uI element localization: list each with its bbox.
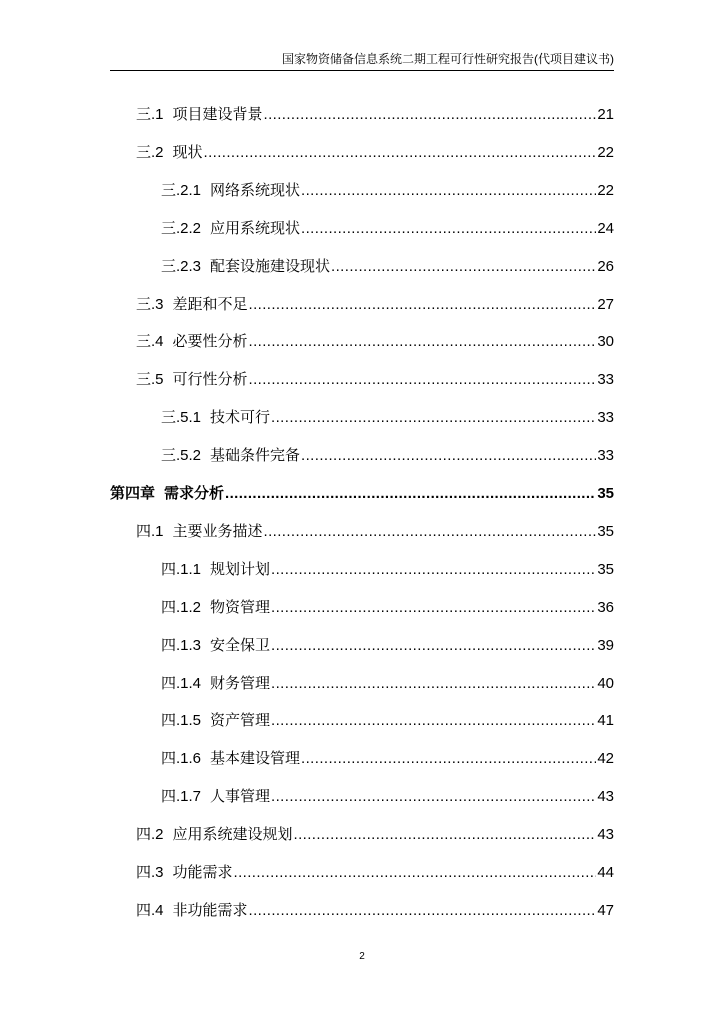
toc-entry-title: 必要性分析 — [172, 333, 248, 351]
toc-entry[interactable] — [161, 218, 614, 238]
toc-entry-page: 24 — [597, 219, 614, 237]
toc-dot-leader — [249, 333, 597, 351]
toc-dot-leader — [271, 788, 596, 806]
toc-entry-title: 主要业务描述 — [172, 522, 263, 540]
toc-entry-title: 基本建设管理 — [210, 750, 301, 768]
toc-entry-title: 应用系统现状 — [210, 219, 301, 237]
toc-entry[interactable] — [136, 294, 614, 314]
toc-entry-number: 三.5.1 — [161, 409, 202, 427]
toc-entry-page: 35 — [597, 485, 614, 502]
toc-entry-number: 三.2.1 — [161, 181, 202, 199]
toc-entry-number: 四.2 — [136, 826, 164, 844]
toc-entry-number: 三.2.2 — [161, 219, 202, 237]
toc-dot-leader — [271, 561, 596, 579]
toc-entry-title: 项目建设背景 — [172, 106, 263, 123]
toc-entry-title: 可行性分析 — [172, 371, 248, 389]
toc-entry-title: 现状 — [172, 143, 203, 161]
toc-entry[interactable] — [161, 559, 614, 579]
toc-entry[interactable] — [161, 786, 614, 806]
toc-entry-number: 四.1.6 — [161, 750, 202, 768]
toc-entry[interactable] — [136, 331, 614, 351]
toc-entry-page: 43 — [597, 788, 614, 806]
toc-entry[interactable] — [161, 407, 614, 427]
toc-entry-title: 非功能需求 — [172, 901, 248, 919]
toc-entry-page: 30 — [597, 333, 614, 351]
toc-dot-leader — [331, 258, 596, 276]
toc-entry-number: 三.4 — [136, 333, 164, 351]
toc-entry-page: 40 — [597, 674, 614, 692]
toc-dot-leader — [264, 106, 597, 124]
toc-entry[interactable] — [136, 900, 614, 920]
toc-entry-number: 三.5 — [136, 371, 164, 389]
toc-dot-leader — [204, 144, 597, 162]
toc-dot-leader — [264, 523, 597, 541]
toc-entry-title: 规划计划 — [210, 560, 271, 578]
toc-dot-leader — [234, 864, 597, 882]
toc-entry-number: 三.3 — [136, 295, 164, 313]
toc-entry-title: 资产管理 — [210, 712, 271, 730]
toc-entry-page: 27 — [597, 295, 614, 313]
toc-dot-leader — [271, 409, 596, 427]
toc-entry[interactable] — [161, 673, 614, 693]
header-title: 国家物资储备信息系统二期工程可行性研究报告(代项目建议书) — [282, 52, 614, 66]
toc-entry[interactable] — [136, 104, 614, 124]
toc-entry-title: 财务管理 — [210, 674, 271, 692]
toc-entry-number: 四.3 — [136, 864, 164, 881]
toc-entry-title: 差距和不足 — [172, 295, 248, 313]
toc-entry[interactable] — [161, 748, 614, 768]
toc-entry-page: 22 — [597, 143, 614, 161]
toc-entry-number: 四.1.2 — [161, 598, 202, 616]
toc-entry-number: 四.1.4 — [161, 674, 202, 692]
toc-entry-title: 基础条件完备 — [210, 447, 301, 465]
toc-entry[interactable] — [161, 710, 614, 730]
toc-entry-page: 36 — [597, 598, 614, 616]
toc-dot-leader — [271, 599, 596, 617]
toc-dot-leader — [249, 902, 597, 920]
toc-entry-title: 安全保卫 — [210, 636, 271, 654]
toc-dot-leader — [271, 637, 596, 655]
toc-entry-page: 47 — [597, 901, 614, 919]
toc-entry-page: 41 — [597, 712, 614, 730]
toc-entry-page: 26 — [597, 257, 614, 275]
toc-entry-number: 四.1 — [136, 522, 164, 540]
toc-entry[interactable] — [161, 597, 614, 617]
toc-entry-page: 22 — [597, 181, 614, 199]
toc-entry-page: 44 — [597, 864, 614, 881]
toc-entry-number: 四.1.7 — [161, 788, 202, 806]
toc-entry-number: 四.1.3 — [161, 636, 202, 654]
toc-entry-page: 42 — [597, 750, 614, 768]
toc-dot-leader — [301, 750, 596, 768]
toc-entry-title: 功能需求 — [172, 864, 233, 881]
toc-dot-leader — [294, 826, 597, 844]
toc-entry[interactable] — [136, 369, 614, 389]
toc-entry[interactable] — [161, 445, 614, 465]
toc-entry[interactable] — [161, 635, 614, 655]
toc-entry[interactable] — [136, 824, 614, 844]
toc-entry-page: 35 — [597, 522, 614, 540]
toc-entry-page: 35 — [597, 560, 614, 578]
toc-entry-number: 三.2 — [136, 143, 164, 161]
toc-dot-leader — [301, 447, 596, 465]
toc-entry-number: 三.2.3 — [161, 257, 202, 275]
toc-dot-leader — [301, 182, 596, 200]
toc-entry-page: 43 — [597, 826, 614, 844]
toc-dot-leader — [249, 371, 597, 389]
toc-entry[interactable] — [136, 862, 614, 882]
toc-entry[interactable] — [136, 142, 614, 162]
toc-entry[interactable] — [136, 521, 614, 541]
toc-entry-title: 技术可行 — [210, 409, 271, 427]
toc-dot-leader — [225, 485, 596, 503]
toc-entry-page: 39 — [597, 636, 614, 654]
toc-entry-number: 三.1 — [136, 106, 164, 123]
toc-entry-page: 33 — [597, 409, 614, 427]
toc-entry[interactable] — [161, 256, 614, 276]
toc-entry-number: 四.4 — [136, 901, 164, 919]
toc-dot-leader — [249, 296, 597, 314]
toc-dot-leader — [271, 675, 596, 693]
toc-entry-page: 33 — [597, 371, 614, 389]
toc-entry-title: 物资管理 — [210, 598, 271, 616]
toc-dot-leader — [271, 712, 596, 730]
toc-entry-title: 需求分析 — [164, 485, 225, 502]
toc-dot-leader — [301, 220, 596, 238]
toc-entry-title: 人事管理 — [210, 788, 271, 806]
toc-entry-page: 21 — [597, 106, 614, 123]
toc-entry-number: 三.5.2 — [161, 447, 202, 465]
page-number: 2 — [359, 951, 365, 962]
toc-entry-title: 配套设施建设现状 — [210, 257, 331, 275]
toc-entry-page: 33 — [597, 447, 614, 465]
toc-entry-title: 应用系统建设规划 — [172, 826, 293, 844]
toc-entry-title: 网络系统现状 — [210, 181, 301, 199]
toc-entry-number: 第四章 — [110, 485, 156, 502]
toc-entry-number: 四.1.5 — [161, 712, 202, 730]
toc-entry[interactable] — [161, 180, 614, 200]
toc-entry[interactable] — [110, 483, 614, 503]
toc-entry-number: 四.1.1 — [161, 560, 202, 578]
